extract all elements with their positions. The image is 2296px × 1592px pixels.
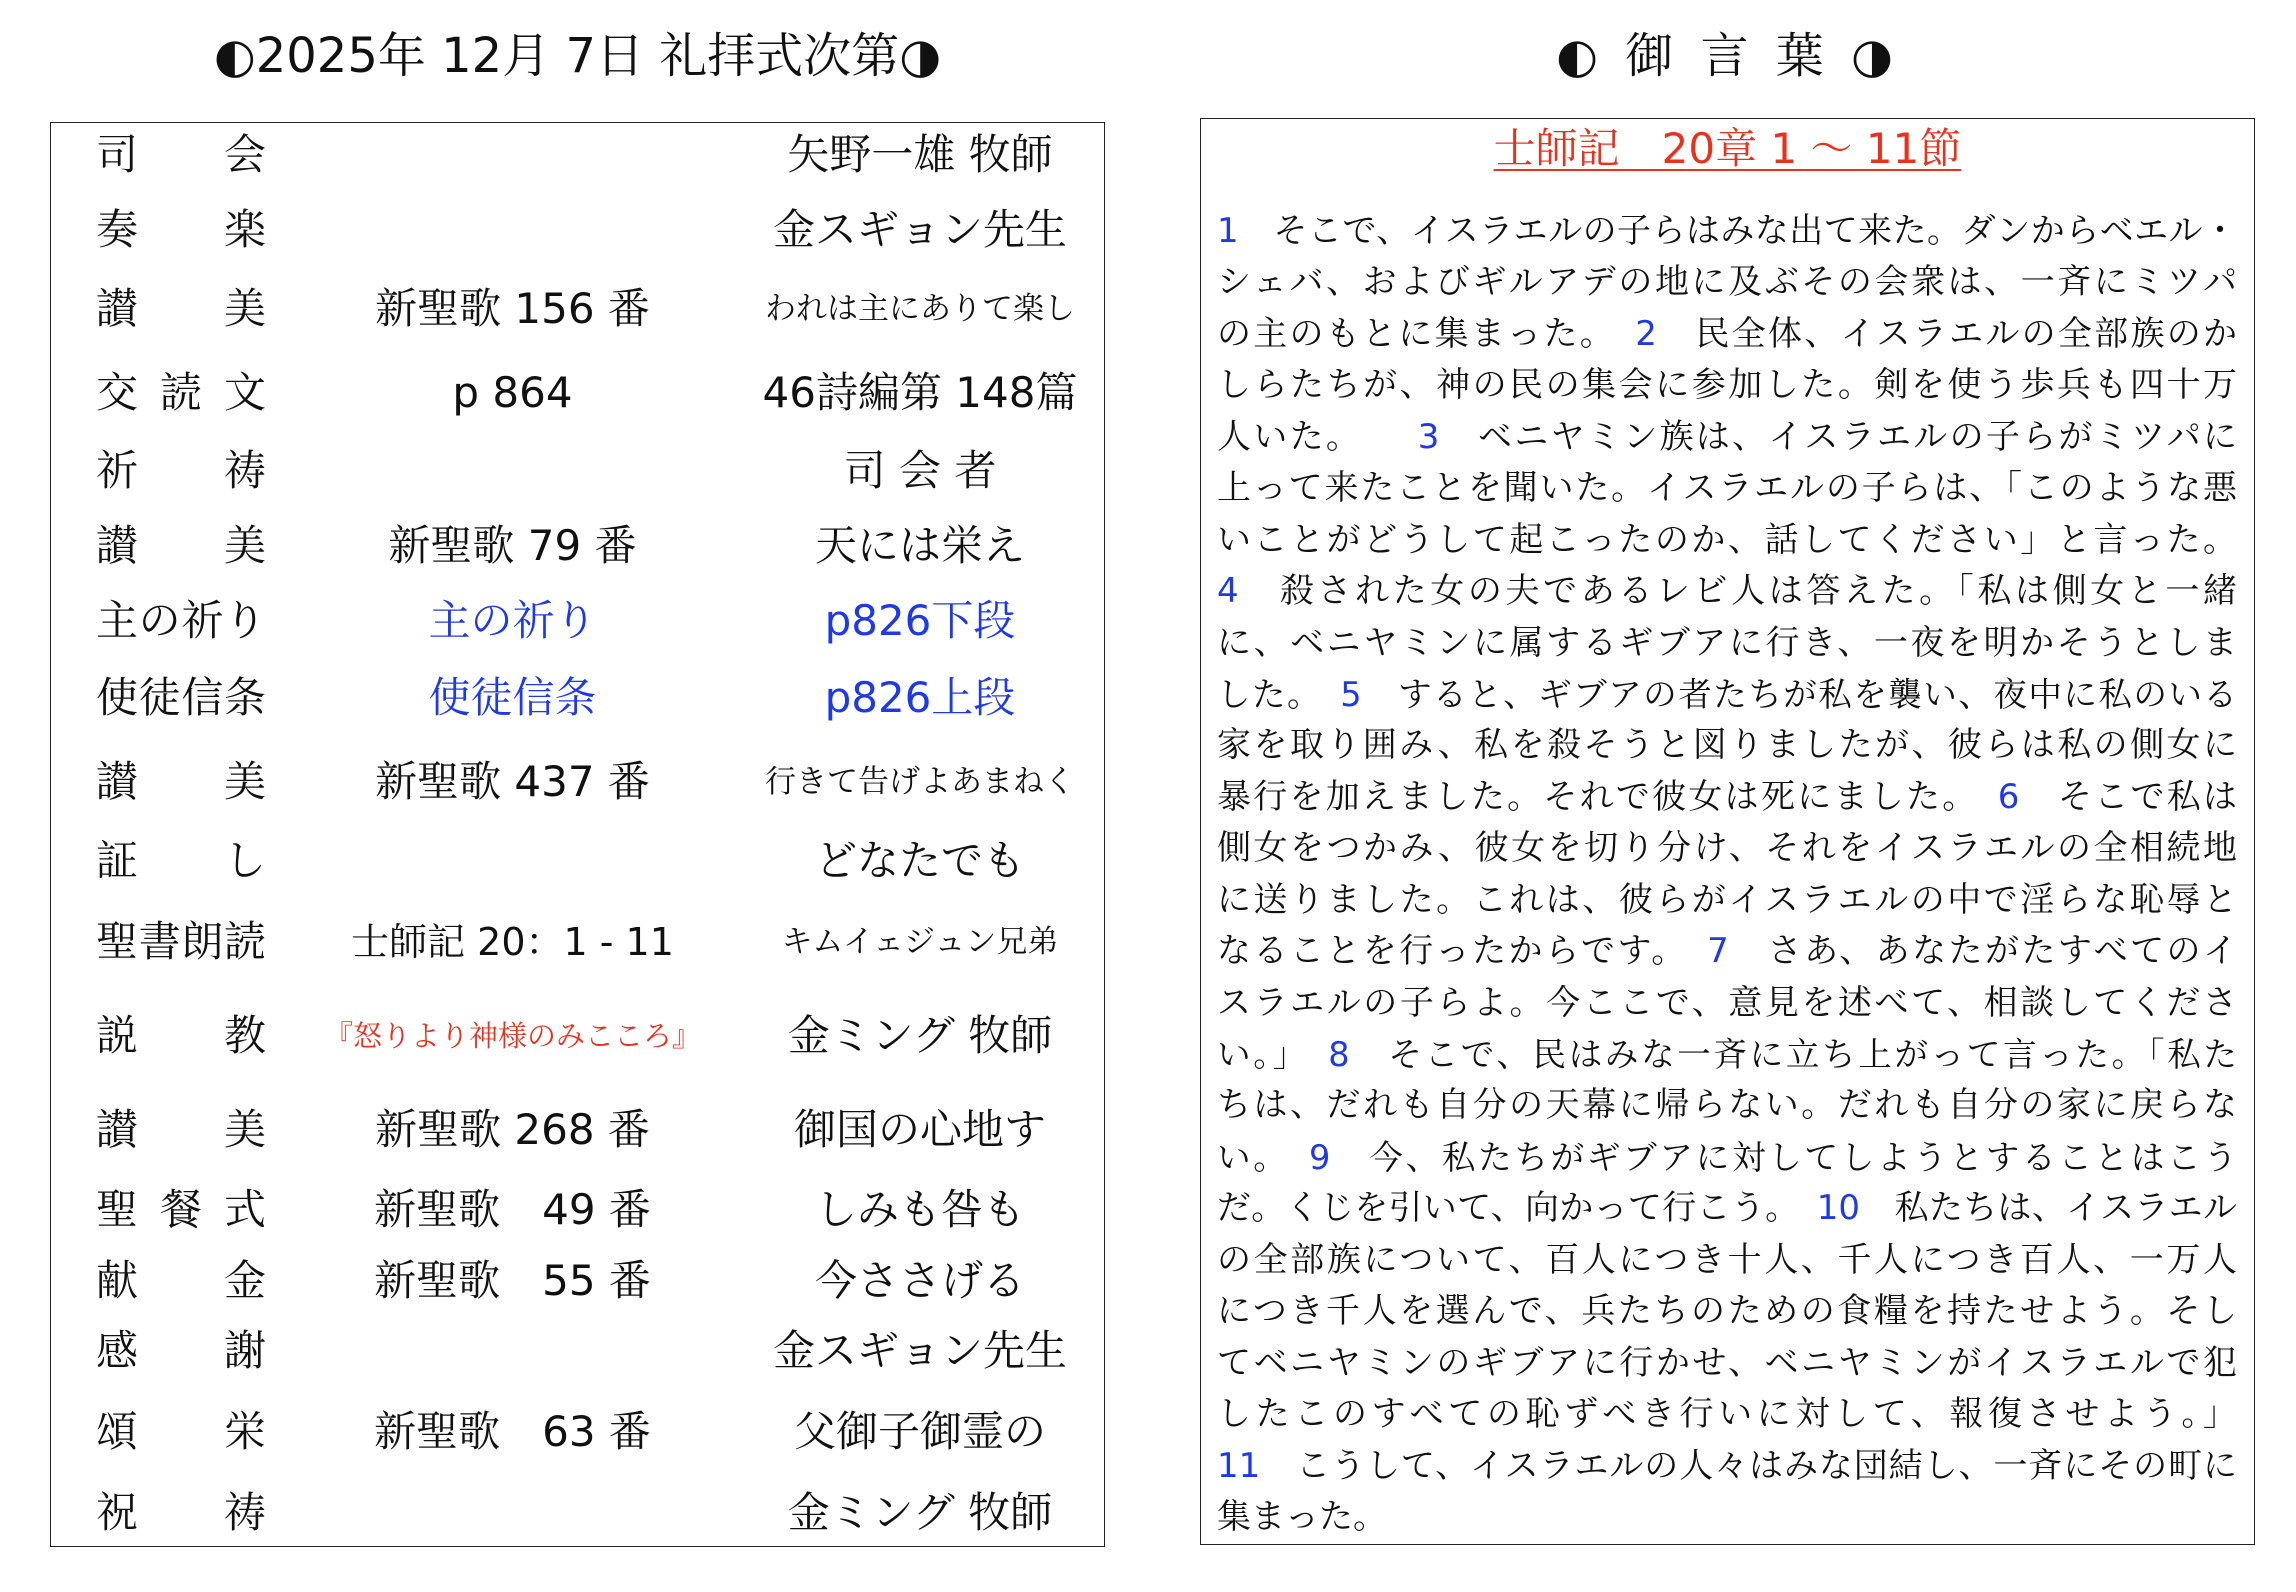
verse-text: しらたちが、神の民の集会に参加した。剣を使う歩兵も四十万 — [1217, 365, 2237, 406]
order-row — [50, 1178, 1105, 1242]
verse-text: 暴行を加えました。それで彼女は死にました。 — [1217, 776, 1998, 817]
order-row — [50, 1249, 1105, 1313]
order-item: 新聖歌 437 番 — [375, 757, 650, 806]
order-detail: 矢野一雄 牧師 — [787, 130, 1053, 179]
order-detail: しみも咎も — [814, 1185, 1025, 1234]
scripture-line — [1217, 823, 2237, 874]
order-label: 主の祈り — [96, 596, 266, 645]
verse-text: したこのすべての恥ずべき行いに対して、報復させよう。」 — [1217, 1394, 2237, 1435]
order-label: 聖書朗読 — [96, 917, 266, 966]
order-item: 使徒信条 — [428, 673, 597, 722]
order-row — [50, 666, 1105, 730]
order-item — [300, 1481, 725, 1545]
order-row — [50, 750, 1105, 814]
scripture-line — [1217, 360, 2237, 411]
order-item: 新聖歌 63 番 — [374, 1407, 651, 1456]
scripture-line — [1217, 257, 2237, 308]
verse-text: い。」 — [1217, 1035, 1329, 1074]
order-row — [50, 829, 1105, 893]
order-detail: p826下段 — [824, 596, 1016, 645]
order-row — [50, 277, 1105, 341]
scripture-line — [1217, 772, 2237, 823]
verse-text: に送りました。これは、彼らがイスラエルの中で淫らな恥辱と — [1217, 879, 2237, 920]
order-detail: 金ミング 牧師 — [787, 1011, 1053, 1060]
scripture-line — [1217, 669, 2237, 720]
verse-text: シェバ、およびギルアデの地に及ぶその会衆は、一斉にミツパ — [1217, 262, 2237, 303]
order-label: 祈 祷 — [96, 446, 266, 495]
scripture-line — [1217, 309, 2237, 360]
order-detail: キムイェジュン兄弟 — [781, 924, 1059, 960]
verse-text: さあ、あなたがたすべてのイ — [1728, 931, 2237, 972]
order-detail: 天には栄え — [814, 521, 1025, 570]
order-item: 新聖歌 49 番 — [374, 1185, 651, 1234]
verse-text: 側女をつかみ、彼女を切り分け、それをイスラエルの全相続地 — [1217, 828, 2237, 869]
order-row — [50, 514, 1105, 578]
order-item — [300, 123, 725, 187]
order-item — [300, 439, 725, 503]
order-label: 司 会 — [96, 130, 266, 179]
order-label: 使徒信条 — [96, 673, 266, 722]
order-row — [50, 1098, 1105, 1162]
verse-number: 9 — [1309, 1137, 1331, 1177]
scripture-text — [1217, 206, 2237, 1543]
verse-text: そこで、民はみな一斉に立ち上がって言った。「私た — [1349, 1035, 2237, 1074]
verse-number: 8 — [1328, 1035, 1350, 1074]
order-label: 讃 美 — [96, 757, 266, 806]
order-detail: 司 会 者 — [843, 446, 997, 495]
order-detail: 46詩編第 148篇 — [762, 368, 1078, 417]
scripture-line — [1217, 1338, 2237, 1389]
order-detail: 金スギョン先生 — [772, 1326, 1067, 1375]
order-row — [50, 1481, 1105, 1545]
order-row — [50, 198, 1105, 262]
order-item — [300, 1319, 725, 1383]
order-title: ◐2025年 12月 7日 礼拝式次第◑ — [213, 28, 942, 84]
verse-number: 1 — [1217, 211, 1239, 251]
order-detail: どなたでも — [814, 836, 1025, 885]
scripture-line — [1217, 206, 2237, 257]
verse-text: そこで私は — [2019, 776, 2237, 817]
order-label: 讃 美 — [96, 521, 266, 570]
verse-text: した。 — [1217, 674, 1341, 714]
scripture-line — [1217, 1286, 2237, 1337]
scripture-line — [1217, 618, 2237, 669]
verse-text: だ。くじを引いて、向かって行こう。 — [1217, 1188, 1817, 1229]
verse-number: 11 — [1217, 1445, 1261, 1486]
verse-number: 2 — [1635, 313, 1657, 354]
verse-text: ベニヤミン族は、イスラエルの子らがミツパに — [1439, 416, 2237, 457]
scripture-line — [1217, 1389, 2237, 1440]
order-row — [50, 910, 1105, 974]
order-label: 讃 美 — [96, 284, 266, 333]
scripture-line — [1217, 1132, 2237, 1183]
verse-text: 殺された女の夫であるレビ人は答えた。「私は側女と一緒 — [1238, 571, 2237, 612]
scripture-reference — [1201, 123, 2254, 175]
order-row — [50, 123, 1105, 187]
scripture-line — [1217, 463, 2237, 514]
order-label: 聖 餐 式 — [96, 1185, 266, 1234]
order-label: 祝 祷 — [96, 1488, 266, 1537]
scripture-line — [1217, 1235, 2237, 1286]
verse-text: の全部族について、百人につき十人、千人につき百人、一万人 — [1217, 1239, 2237, 1280]
verse-text: ちは、だれも自分の天幕に帰らない。だれも自分の家に戻らな — [1217, 1085, 2237, 1126]
order-detail: p826上段 — [824, 673, 1016, 722]
scripture-line — [1217, 1029, 2237, 1080]
verse-text: すると、ギブアの者たちが私を襲い、夜中に私のいる — [1361, 674, 2237, 714]
verse-number: 6 — [1997, 776, 2020, 817]
verse-number: 10 — [1816, 1188, 1861, 1229]
order-detail: 御国の心地す — [793, 1105, 1046, 1154]
verse-text: につき千人を選んで、兵たちのための食糧を持たせよう。そし — [1217, 1291, 2237, 1332]
scripture-line — [1217, 926, 2237, 977]
verse-text: 今、私たちがギブアに対してしようとすることはこう — [1330, 1137, 2237, 1177]
order-label: 交 読 文 — [96, 368, 266, 417]
scripture-line — [1217, 1441, 2237, 1492]
scripture-line — [1217, 515, 2237, 566]
verse-text: こうして、イスラエルの人々はみな団結し、一斉にその町に — [1260, 1445, 2237, 1486]
scripture-line — [1217, 875, 2237, 926]
order-item: 士師記 20：1 - 11 — [351, 920, 674, 964]
order-row — [50, 1400, 1105, 1464]
scripture-line — [1217, 1080, 2237, 1131]
order-item — [300, 198, 725, 262]
scripture-line — [1217, 1492, 2237, 1543]
verse-number: 5 — [1340, 674, 1362, 714]
order-item — [300, 829, 725, 893]
verse-number: 7 — [1707, 931, 1729, 972]
verse-number: 3 — [1417, 416, 1440, 457]
scripture-reference-text: 士師記 20章 1 ～ 11節 — [1493, 124, 1962, 173]
verse-text: なることを行ったからです。 — [1217, 931, 1708, 972]
scripture-line — [1217, 1183, 2237, 1234]
order-label: 証 し — [96, 836, 266, 885]
order-item: 新聖歌 79 番 — [388, 521, 637, 570]
order-row — [50, 361, 1105, 425]
verse-text: 集まった。 — [1217, 1496, 1387, 1537]
scripture-line — [1217, 720, 2237, 771]
verse-text: に、ベニヤミンに属するギブアに行き、一夜を明かそうとしま — [1217, 622, 2237, 663]
order-item: 新聖歌 156 番 — [375, 284, 650, 333]
order-item: 主の祈り — [428, 596, 597, 645]
verse-text: てベニヤミンのギブアに行かせ、ベニヤミンがイスラエルで犯 — [1217, 1342, 2237, 1383]
scripture-line — [1217, 566, 2237, 617]
order-label: 奏 楽 — [96, 205, 266, 254]
order-detail: 父御子御霊の — [793, 1407, 1046, 1456]
order-detail: 行きて告げよあまねく — [765, 764, 1075, 800]
verse-text: そこで、イスラエルの子らはみな出て来た。ダンからベエル・ — [1238, 211, 2237, 251]
scripture-line — [1217, 412, 2237, 463]
order-row — [50, 589, 1105, 653]
verse-text: 私たちは、イスラエル — [1860, 1188, 2237, 1229]
order-label: 讃 美 — [96, 1105, 266, 1154]
order-row — [50, 439, 1105, 503]
order-item: 『怒りより神様のみこころ』 — [323, 1019, 701, 1053]
order-detail: 金ミング 牧師 — [787, 1488, 1053, 1537]
order-item: 新聖歌 55 番 — [374, 1256, 651, 1305]
verse-text: い。 — [1217, 1137, 1309, 1177]
verse-number: 4 — [1217, 571, 1239, 612]
verse-text: 家を取り囲み、私を殺そうと図りましたが、彼らは私の側女に — [1217, 725, 2237, 766]
order-item: p 864 — [452, 368, 573, 417]
order-row — [50, 1319, 1105, 1383]
order-label: 感 謝 — [96, 1326, 266, 1375]
verse-text: いことがどうして起こったのか、話してください」と言った。 — [1217, 519, 2237, 560]
order-detail: 今ささげる — [814, 1256, 1025, 1305]
verse-text: スラエルの子らよ。今ここで、意見を述べて、相談してくださ — [1217, 982, 2237, 1023]
verse-text: の主のもとに集まった。 — [1217, 313, 1636, 354]
scripture-box — [1200, 118, 2255, 1545]
verse-text: 上って来たことを聞いた。イスラエルの子らは、「このような悪 — [1217, 468, 2237, 509]
order-detail: われは主にありて楽し — [765, 291, 1075, 327]
order-row — [50, 1004, 1105, 1068]
order-item: 新聖歌 268 番 — [375, 1105, 650, 1154]
order-label: 頌 栄 — [96, 1407, 266, 1456]
scripture-line — [1217, 978, 2237, 1029]
verse-text: 民全体、イスラエルの全部族のか — [1656, 313, 2237, 354]
verse-text: 人いた。 — [1217, 416, 1418, 457]
order-label: 説 教 — [96, 1011, 266, 1060]
scripture-title: ◐ 御 言 葉 ◑ — [1556, 28, 1899, 84]
order-detail: 金スギョン先生 — [772, 205, 1067, 254]
order-label: 献 金 — [96, 1256, 266, 1305]
